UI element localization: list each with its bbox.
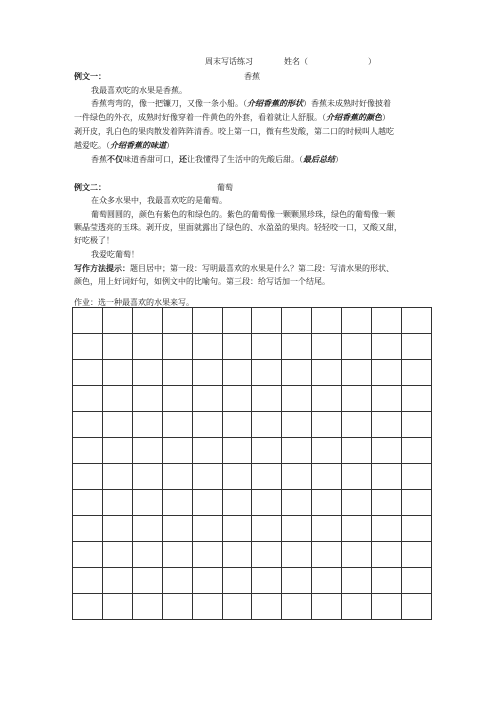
example2-line-1: 在众多水果中，我最喜欢吃的是葡萄。 <box>91 196 227 205</box>
grid-cell[interactable] <box>103 542 133 568</box>
grid-cell[interactable] <box>73 568 103 594</box>
name-close: ） <box>368 57 376 66</box>
grid-cell[interactable] <box>163 542 193 568</box>
grid-cell[interactable] <box>133 386 163 412</box>
grid-cell[interactable] <box>402 464 432 490</box>
grid-cell[interactable] <box>342 386 372 412</box>
grid-cell[interactable] <box>282 438 312 464</box>
example1-line-1: 我最喜欢吃的水果是香蕉。 <box>91 86 187 95</box>
tips-text: 题目居中；第一段：写明最喜欢的水果是什么？第二段：写清水果的形状、 <box>130 264 394 273</box>
example2-subtitle: 葡萄 <box>217 183 233 192</box>
text: 香蕉未成熟时好像披着 <box>311 99 391 108</box>
grid-cell[interactable] <box>163 386 193 412</box>
grid-cell[interactable] <box>163 568 193 594</box>
grid-cell[interactable] <box>193 438 223 464</box>
grid-cell[interactable] <box>133 412 163 438</box>
note-color: 介绍香蕉的颜色 <box>326 112 382 122</box>
grid-cell[interactable] <box>73 490 103 516</box>
grid-cell[interactable] <box>133 360 163 386</box>
grid-cell[interactable] <box>163 464 193 490</box>
grid-cell[interactable] <box>402 334 432 360</box>
grid-cell[interactable] <box>402 386 432 412</box>
note-summary: 最后总结 <box>303 154 335 164</box>
grid-cell[interactable] <box>282 464 312 490</box>
grid-cell[interactable] <box>133 308 163 334</box>
grid-cell[interactable] <box>342 438 372 464</box>
grid-cell[interactable] <box>103 516 133 542</box>
grid-cell[interactable] <box>252 334 282 360</box>
grid-cell[interactable] <box>223 594 253 620</box>
example1-line-6: 香蕉不仅味道香甜可口，还让我懂得了生活中的先酸后甜。（最后总结） <box>91 154 343 164</box>
grid-cell[interactable] <box>133 464 163 490</box>
grid-cell[interactable] <box>342 594 372 620</box>
grid-cell[interactable] <box>372 516 402 542</box>
grid-cell[interactable] <box>372 412 402 438</box>
example1-line-3: 一件绿色的外衣，成熟时好像穿着一件黄色的外套，看着就让人舒服。（介绍香蕉的颜色） <box>74 112 390 122</box>
grid-cell[interactable] <box>252 360 282 386</box>
example2-line-5: 我爱吃葡萄！ <box>91 250 139 259</box>
grid-cell[interactable] <box>163 490 193 516</box>
grid-cell[interactable] <box>342 308 372 334</box>
grid-cell[interactable] <box>402 412 432 438</box>
grid-cell[interactable] <box>223 568 253 594</box>
grid-cell[interactable] <box>402 542 432 568</box>
grid-cell[interactable] <box>133 542 163 568</box>
grid-cell[interactable] <box>312 438 342 464</box>
grid-cell[interactable] <box>163 516 193 542</box>
grid-cell[interactable] <box>312 386 342 412</box>
writing-tips-line-2: 颜色，用上好词好句，如例文中的比喻句。第三段：给写话加一个结尾。 <box>74 277 330 286</box>
grid-cell[interactable] <box>402 490 432 516</box>
grid-cell[interactable] <box>73 412 103 438</box>
grid-cell[interactable] <box>223 334 253 360</box>
grid-cell[interactable] <box>133 438 163 464</box>
grid-cell[interactable] <box>252 516 282 542</box>
grid-cell[interactable] <box>372 568 402 594</box>
grid-cell[interactable] <box>282 490 312 516</box>
grid-cell[interactable] <box>163 412 193 438</box>
grid-cell[interactable] <box>193 412 223 438</box>
grid-cell[interactable] <box>252 594 282 620</box>
example2-heading: 例文二： <box>74 182 106 192</box>
grid-cell[interactable] <box>312 308 342 334</box>
grid-cell[interactable] <box>312 464 342 490</box>
grid-cell[interactable] <box>223 542 253 568</box>
grid-cell[interactable] <box>252 542 282 568</box>
grid-cell[interactable] <box>282 516 312 542</box>
grid-cell[interactable] <box>193 334 223 360</box>
grid-cell[interactable] <box>282 360 312 386</box>
grid-cell[interactable] <box>103 412 133 438</box>
grid-cell[interactable] <box>223 412 253 438</box>
grid-cell[interactable] <box>193 464 223 490</box>
grid-cell[interactable] <box>133 334 163 360</box>
grid-cell[interactable] <box>73 360 103 386</box>
grid-cell[interactable] <box>252 438 282 464</box>
homework-instruction: 作业：选一种最喜欢的水果来写。 <box>74 298 194 307</box>
grid-cell[interactable] <box>73 516 103 542</box>
grid-cell[interactable] <box>223 386 253 412</box>
grid-cell[interactable] <box>193 490 223 516</box>
grid-cell[interactable] <box>163 334 193 360</box>
grid-cell[interactable] <box>342 542 372 568</box>
grid-cell[interactable] <box>163 360 193 386</box>
grid-cell[interactable] <box>282 542 312 568</box>
grid-cell[interactable] <box>73 464 103 490</box>
grid-cell[interactable] <box>223 438 253 464</box>
example2-line-4: 好吃极了！ <box>74 236 114 245</box>
grid-cell[interactable] <box>402 568 432 594</box>
grid-cell[interactable] <box>103 438 133 464</box>
grid-cell[interactable] <box>402 438 432 464</box>
grid-cell[interactable] <box>73 542 103 568</box>
grid-cell[interactable] <box>223 490 253 516</box>
grid-cell[interactable] <box>372 360 402 386</box>
grid-cell[interactable] <box>103 464 133 490</box>
grid-cell[interactable] <box>103 334 133 360</box>
grid-cell[interactable] <box>163 594 193 620</box>
grid-cell[interactable] <box>103 360 133 386</box>
grid-cell[interactable] <box>103 594 133 620</box>
grid-cell[interactable] <box>223 308 253 334</box>
grid-cell[interactable] <box>103 568 133 594</box>
grid-cell[interactable] <box>193 386 223 412</box>
grid-cell[interactable] <box>402 516 432 542</box>
grid-cell[interactable] <box>282 334 312 360</box>
example1-line-4: 剥开皮，乳白色的果肉散发着阵阵清香。咬上第一口，微有些发酸，第二口的时候叫人越吃 <box>74 127 394 136</box>
grid-cell[interactable] <box>372 308 402 334</box>
grid-cell[interactable] <box>342 464 372 490</box>
text: 香蕉弯弯的，像一把镰刀，又像一条小船。 <box>91 99 243 108</box>
grid-cell[interactable] <box>193 542 223 568</box>
grid-cell[interactable] <box>312 594 342 620</box>
grid-cell[interactable] <box>372 490 402 516</box>
writing-grid[interactable] <box>72 307 432 620</box>
grid-cell[interactable] <box>133 516 163 542</box>
grid-cell[interactable] <box>312 542 342 568</box>
grid-cell[interactable] <box>223 464 253 490</box>
grid-cell[interactable] <box>252 308 282 334</box>
grid-cell[interactable] <box>193 308 223 334</box>
grid-cell[interactable] <box>312 568 342 594</box>
example2-line-2: 葡萄圆圆的，颜色有紫色的和绿色的。紫色的葡萄像一颗颗黑珍珠，绿色的葡萄像一颗 <box>91 210 395 219</box>
grid-cell[interactable] <box>282 412 312 438</box>
grid-cell[interactable] <box>133 490 163 516</box>
tips-label: 写作方法提示： <box>74 263 130 273</box>
grid-cell[interactable] <box>372 542 402 568</box>
text: 让我懂得了生活中的先酸后甜。（ <box>187 155 303 164</box>
emphasis-buji: 不仅 <box>107 154 123 164</box>
grid-cell[interactable] <box>372 594 402 620</box>
grid-cell[interactable] <box>342 516 372 542</box>
grid-cell[interactable] <box>73 438 103 464</box>
emphasis-hai: 还 <box>179 154 187 164</box>
grid-cell[interactable] <box>193 360 223 386</box>
grid-cell[interactable] <box>372 464 402 490</box>
grid-cell[interactable] <box>342 412 372 438</box>
example1-heading: 例文一： <box>74 71 106 81</box>
grid-cell[interactable] <box>193 594 223 620</box>
grid-cell[interactable] <box>133 568 163 594</box>
grid-cell[interactable] <box>103 308 133 334</box>
grid-cell[interactable] <box>193 516 223 542</box>
grid-cell[interactable] <box>342 490 372 516</box>
grid-cell[interactable] <box>252 412 282 438</box>
grid-cell[interactable] <box>342 360 372 386</box>
grid-cell[interactable] <box>402 308 432 334</box>
grid-cell[interactable] <box>252 464 282 490</box>
grid-cell[interactable] <box>342 568 372 594</box>
worksheet-title: 周末写话练习 <box>205 57 253 66</box>
grid-cell[interactable] <box>372 438 402 464</box>
grid-cell[interactable] <box>282 386 312 412</box>
grid-cell[interactable] <box>73 308 103 334</box>
grid-cell[interactable] <box>73 594 103 620</box>
note-shape: 介绍香蕉的形状 <box>247 98 303 108</box>
grid-cell[interactable] <box>312 334 342 360</box>
grid-cell[interactable] <box>282 308 312 334</box>
grid-cell[interactable] <box>402 594 432 620</box>
note-taste: 介绍香蕉的味道 <box>110 140 166 150</box>
grid-cell[interactable] <box>223 516 253 542</box>
name-label: 姓名（ <box>284 57 308 66</box>
example1-subtitle: 香蕉 <box>244 72 260 81</box>
text: 味道香甜可口， <box>123 155 179 164</box>
grid-cell[interactable] <box>252 490 282 516</box>
grid-cell[interactable] <box>73 386 103 412</box>
grid-cell[interactable] <box>163 308 193 334</box>
text: 香蕉 <box>91 155 107 164</box>
text: 越爱吃。（ <box>74 141 110 150</box>
grid-cell[interactable] <box>223 360 253 386</box>
grid-cell[interactable] <box>193 568 223 594</box>
grid-cell[interactable] <box>252 386 282 412</box>
grid-cell[interactable] <box>312 516 342 542</box>
grid-cell[interactable] <box>163 438 193 464</box>
grid-cell[interactable] <box>133 594 163 620</box>
grid-cell[interactable] <box>282 568 312 594</box>
example1-line-2: 香蕉弯弯的，像一把镰刀，又像一条小船。（介绍香蕉的形状）香蕉未成熟时好像披着 <box>91 98 391 108</box>
grid-cell[interactable] <box>252 568 282 594</box>
grid-cell[interactable] <box>282 594 312 620</box>
text: 一件绿色的外衣，成熟时好像穿着一件黄色的外套，看着就让人舒服。（ <box>74 113 326 122</box>
grid-cell[interactable] <box>372 334 402 360</box>
grid-cell[interactable] <box>372 386 402 412</box>
grid-cell[interactable] <box>342 334 372 360</box>
example1-line-5: 越爱吃。（介绍香蕉的味道） <box>74 140 174 150</box>
grid-cell[interactable] <box>312 412 342 438</box>
writing-tips-line-1 <box>74 262 434 275</box>
example2-line-3: 颗晶莹透亮的玉珠。剥开皮，里面就露出了绿色的、水盈盈的果肉。轻轻咬一口，又酸又甜， <box>74 223 402 232</box>
grid-cell[interactable] <box>103 386 133 412</box>
grid-cell[interactable] <box>73 334 103 360</box>
grid-cell[interactable] <box>402 360 432 386</box>
grid-cell[interactable] <box>103 490 133 516</box>
grid-cell[interactable] <box>312 490 342 516</box>
grid-cell[interactable] <box>312 360 342 386</box>
